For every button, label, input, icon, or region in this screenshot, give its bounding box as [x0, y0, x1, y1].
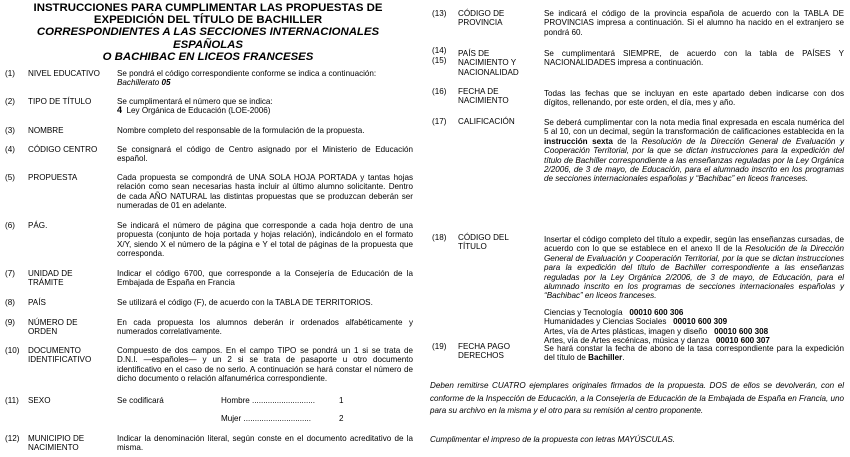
item-number: (18) — [432, 233, 447, 242]
footer-caps-note: Cumplimentar el impreso de la propuesta con letras MAYÚSCULAS. — [430, 435, 676, 444]
item-text: Insertar el código completo del título a expedir, según las enseñanzas cursadas, de acuerdo con lo que se establece en el anexo II de la — [544, 235, 844, 254]
item-description: Se cumplimentará SIEMPRE, de acuerdo con la tabla de PAÍSES Y NACIONALIDADES impresa a continuación. — [544, 49, 844, 68]
item-description — [117, 396, 417, 424]
item-name: DOCUMENTO IDENTIFICATIVO — [28, 346, 92, 365]
item-description: Nombre completo del responsable de la formulación de la propuesta. — [117, 126, 365, 135]
item-text: Se cumplimentará el número que se indica: — [117, 97, 273, 106]
item-name: CÓDIGO DE PROVINCIA — [458, 9, 505, 28]
item-description: Se indicará el número de página que corresponde a cada hoja dentro de una propuesta (conjunto de hoja portada y hojas relación), indicándolo en el formato X/Y, siendo X el número de la página e Y el total de páginas de la propuesta que corresponda. — [117, 221, 413, 259]
item-name: TIPO DE TÍTULO — [28, 97, 92, 106]
code-label: Artes, vía de Artes escénicas, música y danza — [544, 336, 710, 346]
item-number: (4) — [5, 145, 15, 154]
item-name: NOMBRE — [28, 126, 64, 135]
item-description: Se indicará el código de la provincia española de acuerdo con la TABLA DE PROVINCIAS impresa a continuación. Si el alumno ha nacido en el extranjero se pondrá 60. — [544, 9, 844, 37]
item-name: CÓDIGO DEL TÍTULO — [458, 233, 509, 252]
title-block — [2, 2, 414, 63]
item-italic-text: Resolución de la Dirección General de Evaluación y Cooperación Territorial, por la que se dictan instrucciones para la expedición del título de Bachiller correspondiente a las enseñanzas reguladas por la Ley Orgánica 2/2006, de 3 de mayo, de Educación, para el alumnado inscrito en los programas de secciones internacionales españolas y “Bachibac” en liceos franceses. — [544, 136, 844, 184]
item-description — [117, 97, 413, 116]
item-name: NÚMERO DE ORDEN — [28, 318, 78, 337]
item-number: (3) — [5, 126, 15, 135]
item-description: Compuesto de dos campos. En el campo TIPO se pondrá un 1 si se trata de D.N.I. —españoles— y un 2 si se trata de pasaporte u otro documento identificativo en el caso de no serlo. A continuación se hará constar el número de dicho documento o relación alfanumérica correspondiente. — [117, 346, 413, 384]
item-code: 05 — [161, 78, 171, 88]
item-name: NIVEL EDUCATIVO — [28, 69, 100, 78]
code-label: Ciencias y Tecnología — [544, 307, 623, 317]
title-line-4: O BACHIBAC EN LICEOS FRANCESES — [102, 50, 314, 63]
item-name: PAÍS DE NACIMIENTO Y NACIONALIDAD — [458, 49, 519, 77]
item-description: Se utilizará el código (F), de acuerdo con la TABLA DE TERRITORIOS. — [117, 298, 373, 307]
item-bold-text: instrucción sexta — [544, 136, 613, 146]
item-text: Se pondrá el código correspondiente conforme se indica a continuación: — [117, 69, 377, 78]
item-number: (1) — [5, 69, 15, 78]
item-name: FECHA PAGO DERECHOS — [458, 342, 511, 361]
item-description: Se hará constar la fecha de abono de la tasa correspondiente para la expedición del título de Bachiller. — [544, 344, 844, 363]
item-number: (11) — [5, 396, 19, 405]
footer-note: Deben remitirse CUATRO ejemplares originales firmados de la propuesta. DOS de ellos se devolverán, con el conforme de la Inspección de Educación, a la Consejería de Educación de la Embajada de España en Francia, uno para su archivo en la misma y el otro para su remisión al centro proponente. — [430, 381, 844, 416]
item-text-b: de la — [617, 136, 638, 146]
title-line-2: EXPEDICIÓN DEL TÍTULO DE BACHILLER — [93, 14, 323, 27]
code-label: Artes, vía de Artes plásticas, imagen y diseño — [544, 326, 708, 336]
item-name: PROPUESTA — [28, 173, 78, 182]
item-number: (9) — [5, 318, 15, 327]
item-subtext: Bachillerato — [117, 78, 160, 88]
item-name: UNIDAD DE TRÁMITE — [28, 269, 73, 288]
title-line-1: INSTRUCCIONES PARA CUMPLIMENTAR LAS PROPUESTAS DE — [33, 2, 383, 14]
sex-male-label: Hombre ............................ — [221, 396, 315, 405]
sex-female-label: Mujer .............................. — [221, 414, 311, 423]
item-number: (6) — [5, 221, 15, 230]
item-italic-text: Resolución de la Dirección General de Evaluación y Cooperación Territorial, por la que se dictan instrucciones para la expedición del título de Bachiller correspondiente a las enseñanzas reguladas por la Ley Orgánica 2/2006, de 3 de mayo, de Educación, para el alumnado inscrito en los programas de secciones internacionales españolas y “Bachibac” en liceos franceses. — [544, 244, 844, 301]
item-bold-text: Bachiller — [588, 353, 623, 363]
code-value: 00010 600 308 — [714, 326, 769, 336]
item-description: En cada propuesta los alumnos deberán ir ordenados alfabéticamente y numerados correlativamente. — [117, 318, 413, 337]
item-number: (17) — [432, 117, 447, 126]
item-name: CÓDIGO CENTRO — [28, 145, 98, 154]
item-number: (8) — [5, 298, 15, 307]
item-subtext: Ley Orgánica de Educación (LOE-2006) — [126, 106, 271, 116]
item-number: (12) — [5, 434, 20, 443]
item-name: CALIFICACIÓN — [458, 117, 515, 126]
item-number: (16) — [432, 87, 447, 96]
item-description: Indicar la denominación literal, según conste en el documento acreditativo de la misma. — [117, 434, 413, 453]
code-value: 00010 600 307 — [715, 336, 770, 346]
item-description: Todas las fechas que se incluyan en este apartado deben indicarse con dos dígitos, rellenando, por este orden, el día, mes y año. — [544, 89, 844, 108]
code-label: Humanidades y Ciencias Sociales — [544, 317, 667, 327]
item-name: PÁG. — [28, 221, 48, 230]
item-name: PAÍS — [28, 298, 46, 307]
sex-male-code: 1 — [339, 396, 344, 405]
title-line-3: CORRESPONDIENTES A LAS SECCIONES INTERNACIONALES ESPAÑOLAS — [36, 26, 380, 51]
code-value: 00010 600 306 — [629, 307, 684, 317]
item-name: SEXO — [28, 396, 51, 405]
item-name: MUNICIPIO DE NACIMIENTO — [28, 434, 85, 453]
item-description: Se consignará el código de Centro asignado por el Ministerio de Educación español. — [117, 145, 413, 164]
title-codes — [544, 308, 844, 346]
item-description — [544, 118, 844, 184]
item-number: (14) — [432, 46, 447, 55]
item-text: Se codificará — [117, 396, 164, 405]
item-description: Cada propuesta se compondrá de UNA SOLA HOJA PORTADA y tantas hojas relación como sean necesarias hasta incluir al último alumno solicitante. Dentro de cada AÑO NATURAL las distintas propuestas que se produzcan deberán ser numeradas de 01 en adelante. — [117, 173, 413, 211]
item-number-2: (15) — [432, 56, 447, 65]
item-text: Se deberá cumplimentar con la nota media final expresada en escala numérica del 5 al 10, con un decimal, según la transformación de calificaciones establecida en la — [544, 118, 844, 137]
item-description: Indicar el código 6700, que corresponde a la Consejería de Educación de la Embajada de España en Francia — [117, 269, 413, 288]
item-number: (10) — [5, 346, 20, 355]
item-code: 4 — [117, 105, 123, 116]
item-number: (19) — [432, 342, 447, 351]
item-description — [544, 235, 844, 345]
item-description — [117, 69, 413, 88]
item-name: FECHA DE NACIMIENTO — [458, 87, 509, 106]
item-number: (2) — [5, 97, 15, 106]
item-text: Se hará constar la fecha de abono de la tasa correspondiente para la expedición del título de — [544, 344, 844, 363]
item-number: (7) — [5, 269, 15, 278]
sex-female-code: 2 — [339, 414, 344, 423]
item-number: (5) — [5, 173, 15, 182]
code-value: 00010 600 309 — [673, 317, 728, 327]
item-number: (13) — [432, 9, 447, 18]
